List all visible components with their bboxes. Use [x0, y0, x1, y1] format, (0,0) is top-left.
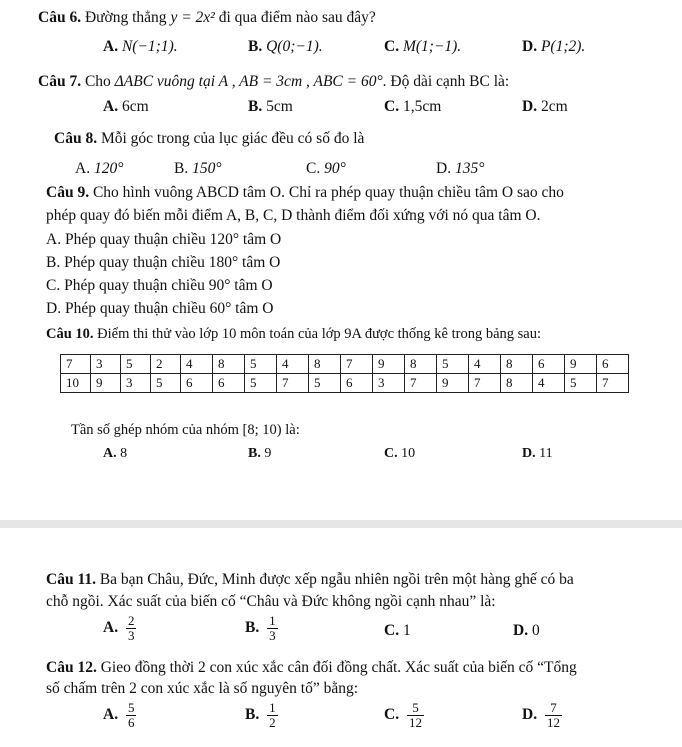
- option-label: D.: [513, 622, 529, 639]
- option-label: C.: [384, 38, 400, 55]
- score-cell: 5: [121, 355, 151, 374]
- question-7-option-d[interactable]: [522, 98, 568, 116]
- score-cell: 8: [213, 355, 245, 374]
- question-7-number: Câu 7.: [38, 73, 82, 90]
- numerator: 2: [127, 613, 135, 628]
- denominator: 12: [408, 715, 422, 730]
- score-cell: 3: [373, 374, 405, 393]
- question-8-stem: [54, 130, 364, 148]
- option-text: 9: [264, 446, 272, 461]
- denominator: 6: [127, 715, 135, 730]
- question-6-option-b[interactable]: [248, 38, 323, 56]
- score-cell: 4: [533, 374, 565, 393]
- option-label: B.: [245, 706, 260, 724]
- question-7-stem: [38, 73, 509, 91]
- score-cell: 4: [277, 355, 309, 374]
- option-label: A.: [75, 160, 91, 177]
- option-text: 8: [120, 446, 128, 461]
- question-7-expr: ΔABC vuông tại A , AB = 3cm , ABC = 60°: [114, 73, 383, 90]
- question-12-number: Câu 12.: [46, 659, 97, 676]
- fraction: [267, 614, 278, 643]
- question-7-text-b: . Độ dài cạnh BC là:: [382, 73, 510, 90]
- fraction: [407, 701, 424, 730]
- score-cell: 8: [309, 355, 341, 374]
- question-8-option-a[interactable]: [75, 160, 123, 178]
- option-label: D.: [436, 160, 452, 177]
- option-text: 135°: [454, 160, 485, 177]
- score-cell: 7: [61, 355, 91, 374]
- score-cell: 7: [277, 374, 309, 393]
- score-row-1: [61, 355, 629, 374]
- numerator: 1: [269, 613, 276, 628]
- option-text: 6cm: [121, 98, 149, 115]
- question-10-text: Điểm thi thử vào lớp 10 môn toán của lớp 9A được thống kê trong bảng sau:: [97, 326, 542, 342]
- option-label: B.: [248, 98, 263, 115]
- option-text: 5cm: [266, 98, 293, 115]
- option-label: B.: [248, 446, 261, 461]
- question-9-line-1: [46, 184, 564, 202]
- option-label: A.: [103, 38, 119, 55]
- question-9-number: Câu 9.: [46, 184, 90, 201]
- score-cell: 9: [91, 374, 121, 393]
- question-12-option-d[interactable]: [522, 701, 562, 730]
- question-11-line-1: [46, 571, 574, 589]
- question-7-option-b[interactable]: [248, 98, 293, 116]
- score-cell: 8: [501, 355, 533, 374]
- score-cell: 4: [181, 355, 213, 374]
- option-text: P(1;2).: [540, 38, 586, 55]
- score-cell: 8: [405, 355, 437, 374]
- question-10-option-d[interactable]: [522, 446, 553, 462]
- score-cell: 9: [437, 374, 469, 393]
- option-label: A.: [103, 619, 119, 637]
- question-9-text-1: Cho hình vuông ABCD tâm O. Chỉ ra phép quay thuận chiều tâm O sao cho: [92, 184, 564, 201]
- score-cell: 3: [121, 374, 151, 393]
- option-text: 1: [402, 622, 411, 639]
- score-cell: 3: [91, 355, 121, 374]
- question-11-line-2: chỗ ngồi. Xác suất của biến cố “Châu và Đức không ngồi cạnh nhau” là:: [46, 593, 496, 610]
- option-label: C.: [384, 446, 398, 461]
- question-6-stem: [38, 9, 376, 27]
- question-6-number: Câu 6.: [38, 9, 82, 26]
- question-10-sub: Tần số ghép nhóm của nhóm [8; 10) là:: [71, 422, 300, 438]
- option-text: 1,5cm: [402, 98, 442, 115]
- option-label: A.: [103, 446, 117, 461]
- score-cell: 5: [437, 355, 469, 374]
- question-10-number: Câu 10.: [46, 326, 94, 342]
- question-10-stem: [46, 326, 541, 343]
- score-cell: 6: [341, 374, 373, 393]
- fraction: [267, 701, 278, 730]
- score-cell: 2: [151, 355, 181, 374]
- option-label: C.: [384, 706, 400, 724]
- question-11-option-a[interactable]: [103, 614, 136, 643]
- option-text: 0: [531, 622, 540, 639]
- option-label: B.: [245, 619, 260, 637]
- score-cell: 7: [597, 374, 629, 393]
- question-7-text-a: Cho: [84, 73, 111, 90]
- question-11-text-1: Ba bạn Châu, Đức, Minh được xếp ngẫu nhiên ngồi trên một hàng ghế có ba: [99, 571, 574, 588]
- question-7-option-c[interactable]: [384, 98, 441, 116]
- score-cell: 7: [469, 374, 501, 393]
- question-6-text-b: đi qua điểm nào sau đây?: [218, 9, 376, 26]
- score-cell: 6: [533, 355, 565, 374]
- option-label: D.: [522, 446, 536, 461]
- score-cell: 6: [597, 355, 629, 374]
- option-label: D.: [522, 706, 538, 724]
- score-cell: 9: [565, 355, 597, 374]
- option-text: 150°: [192, 160, 222, 177]
- numerator: 5: [127, 700, 135, 715]
- question-9-option-d[interactable]: D. Phép quay thuận chiều 60° tâm O: [46, 300, 274, 317]
- question-7-option-a[interactable]: [103, 98, 149, 116]
- score-table: [60, 354, 629, 393]
- option-label: C.: [306, 160, 321, 177]
- numerator: 5: [407, 701, 424, 716]
- question-12-option-b[interactable]: [245, 701, 278, 730]
- question-9-line-2: phép quay đó biến mỗi điểm A, B, C, D thành điểm đối xứng với nó qua tâm O.: [46, 207, 541, 224]
- question-11-option-b[interactable]: [245, 614, 278, 643]
- question-9-option-b[interactable]: B. Phép quay thuận chiều 180° tâm O: [46, 254, 281, 271]
- option-text: Q(0;−1).: [266, 38, 323, 55]
- denominator: 3: [127, 628, 135, 643]
- question-6-expr: y = 2x²: [170, 9, 215, 26]
- option-label: B.: [248, 38, 263, 55]
- option-text: 11: [539, 446, 553, 461]
- option-label: D.: [522, 38, 538, 55]
- question-8-number: Câu 8.: [54, 130, 98, 147]
- question-9-option-a[interactable]: A. Phép quay thuận chiều 120° tâm O: [46, 231, 282, 248]
- question-12-option-a[interactable]: [103, 701, 136, 730]
- question-10-option-c[interactable]: [384, 446, 415, 462]
- score-cell: 5: [565, 374, 597, 393]
- question-11-number: Câu 11.: [46, 571, 96, 588]
- question-6-option-a[interactable]: [103, 38, 178, 56]
- option-label: A.: [103, 98, 119, 115]
- score-cell: 5: [151, 374, 181, 393]
- score-cell: 6: [181, 374, 213, 393]
- score-cell: 5: [309, 374, 341, 393]
- option-text: 90°: [324, 160, 346, 177]
- question-6-text-a: Đường thẳng: [84, 9, 167, 26]
- score-cell: 5: [245, 374, 277, 393]
- option-label: A.: [103, 706, 119, 724]
- option-text: M(1;−1).: [402, 38, 462, 55]
- question-12-line-1: [46, 659, 577, 677]
- score-cell: 7: [341, 355, 373, 374]
- option-text: 10: [401, 446, 416, 461]
- question-12-line-2: số chấm trên 2 con xúc xắc là số nguyên tố” bằng:: [46, 680, 359, 697]
- option-label: B.: [174, 160, 189, 177]
- fraction: [126, 614, 137, 643]
- fraction: [545, 701, 562, 730]
- score-cell: 4: [469, 355, 501, 374]
- question-6-option-d[interactable]: [522, 38, 585, 56]
- option-label: C.: [384, 98, 400, 115]
- question-11-option-c[interactable]: [384, 622, 411, 640]
- question-12-text-1: Gieo đồng thời 2 con xúc xắc cân đối đồng chất. Xác suất của biến cố “Tổng: [100, 659, 577, 676]
- denominator: 12: [546, 715, 560, 730]
- denominator: 3: [269, 628, 276, 643]
- page-separator: [0, 520, 682, 528]
- option-text: N(−1;1).: [121, 38, 178, 55]
- question-10-option-b[interactable]: [248, 446, 271, 462]
- question-6-option-c[interactable]: [384, 38, 461, 56]
- option-label: D.: [522, 98, 538, 115]
- denominator: 2: [269, 715, 276, 730]
- question-9-option-c[interactable]: C. Phép quay thuận chiều 90° tâm O: [46, 277, 273, 294]
- question-8-option-d[interactable]: [436, 160, 484, 178]
- question-10-option-a[interactable]: [103, 446, 127, 462]
- score-cell: 7: [405, 374, 437, 393]
- option-text: 2cm: [540, 98, 568, 115]
- question-11-option-d[interactable]: [513, 622, 540, 640]
- score-cell: 5: [245, 355, 277, 374]
- question-8-text: Mỗi góc trong của lục giác đều có số đo là: [100, 130, 365, 147]
- score-cell: 9: [373, 355, 405, 374]
- numerator: 1: [269, 700, 276, 715]
- option-text: 120°: [93, 160, 124, 177]
- score-cell: 8: [501, 374, 533, 393]
- question-8-option-b[interactable]: [174, 160, 222, 178]
- score-cell: 10: [61, 374, 91, 393]
- score-row-2: [61, 374, 629, 393]
- numerator: 7: [545, 701, 562, 716]
- score-cell: 6: [213, 374, 245, 393]
- question-8-option-c[interactable]: [306, 160, 346, 178]
- question-12-option-c[interactable]: [384, 701, 424, 730]
- option-label: C.: [384, 622, 400, 639]
- fraction: [126, 701, 137, 730]
